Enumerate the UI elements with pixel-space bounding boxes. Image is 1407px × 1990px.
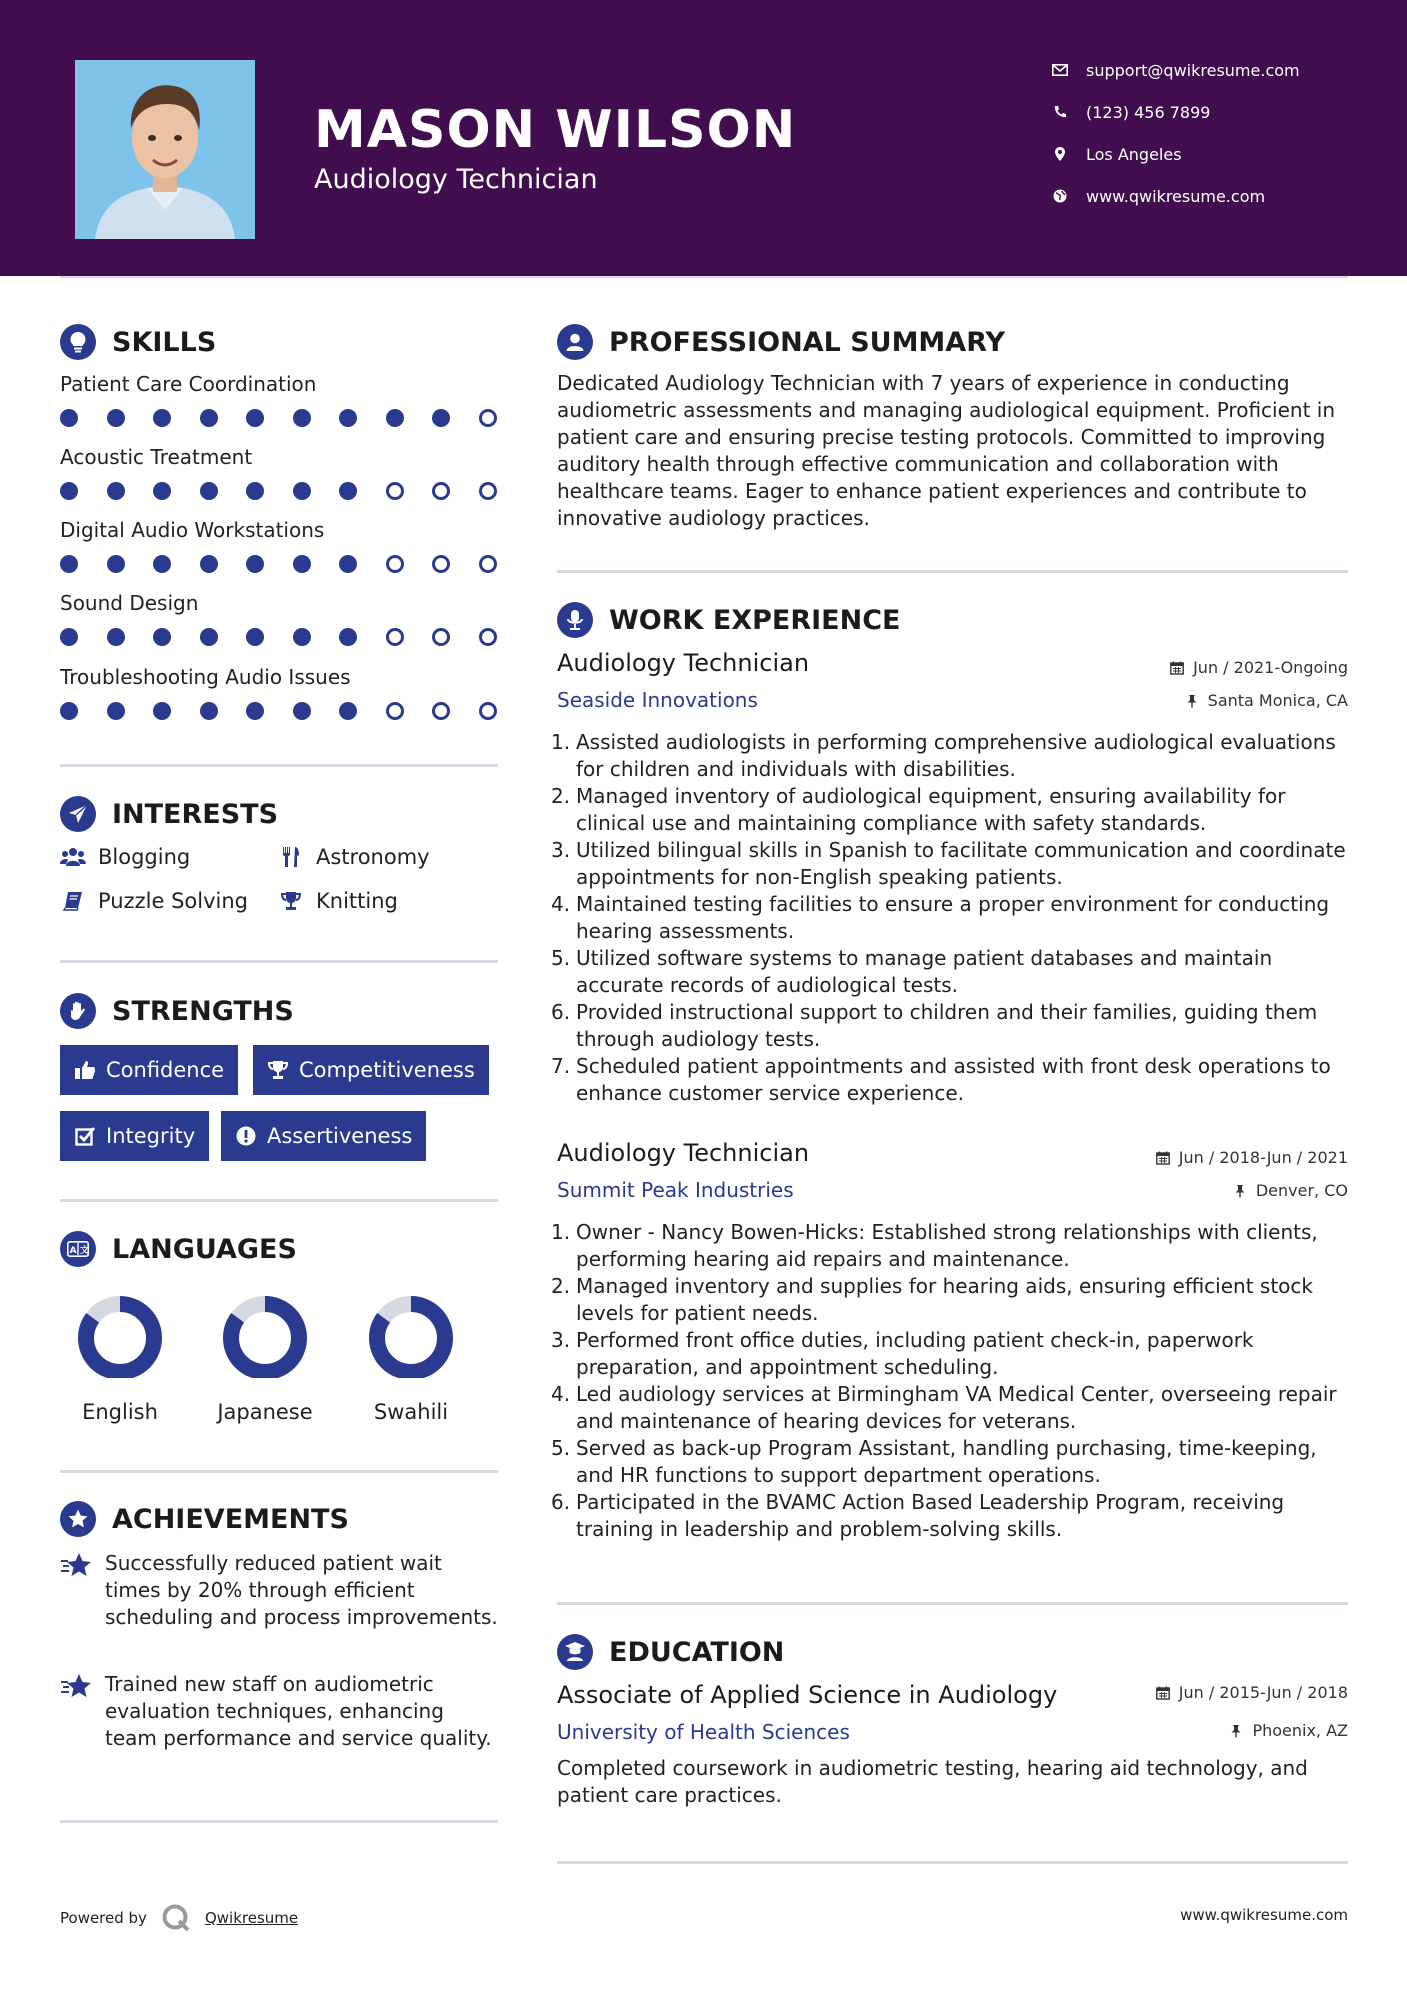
skill-dot — [107, 628, 125, 646]
section-divider — [557, 1861, 1348, 1864]
skill-dot — [60, 555, 78, 573]
job-duty-text: Led audiology services at Birmingham VA Medical Center, overseeing repair and maintenance of hearing devices for veterans. — [576, 1382, 1337, 1433]
job-duty: 6. Participated in the BVAMC Action Based Leadership Program, receiving training in leadership and problem-solving skills. — [551, 1490, 1285, 1541]
language-name: English — [82, 1400, 158, 1424]
skill-dot — [153, 628, 171, 646]
job-duty-text: Participated in the BVAMC Action Based Leadership Program, receiving training in leadership and problem-solving skills. — [576, 1490, 1285, 1541]
interest-label: Puzzle Solving — [98, 889, 248, 913]
skill-dot — [339, 702, 357, 720]
job-company: Seaside Innovations — [557, 688, 758, 712]
thumbs-up-icon — [74, 1059, 96, 1081]
calendar-icon — [1155, 1685, 1171, 1701]
skill-dot — [293, 482, 311, 500]
strength-tag — [60, 1111, 209, 1161]
language-name: Japanese — [217, 1400, 313, 1424]
interest-item — [60, 889, 248, 913]
summary-title: PROFESSIONAL SUMMARY — [609, 326, 1006, 358]
language-meter — [351, 1278, 471, 1382]
section-divider — [60, 764, 498, 767]
job-location — [1184, 691, 1348, 710]
svg-text:A: A — [69, 1246, 77, 1256]
skill-dot — [432, 409, 450, 427]
envelope-icon — [1050, 60, 1070, 80]
job-dates — [1155, 1148, 1348, 1167]
qwikresume-link[interactable]: Qwikresume — [204, 1909, 299, 1927]
star-icon — [60, 1552, 94, 1580]
contact-location-text: Los Angeles — [1086, 144, 1182, 164]
skill-dot — [339, 482, 357, 500]
skill-dot — [293, 628, 311, 646]
user-icon — [557, 324, 593, 360]
svg-text:文: 文 — [80, 1246, 89, 1256]
skill-dot — [479, 409, 497, 427]
skills-heading — [60, 324, 216, 360]
skill-dot — [339, 409, 357, 427]
job-role: Audiology Technician — [557, 649, 810, 677]
language-name: Swahili — [373, 1400, 449, 1424]
job-duties — [551, 729, 1352, 1107]
education-school: University of Health Sciences — [557, 1720, 850, 1744]
job-duty-text: Maintained testing facilities to ensure a proper environment for conducting hearing assessments. — [576, 892, 1330, 943]
contact-phone-text: (123) 456 7899 — [1086, 102, 1211, 122]
section-divider — [60, 1470, 498, 1473]
candidate-name: MASON WILSON — [314, 100, 797, 160]
strength-label: Integrity — [106, 1124, 196, 1148]
job-location-text: Denver, CO — [1255, 1181, 1348, 1200]
skill-rating — [60, 627, 500, 647]
skill-dot — [60, 702, 78, 720]
job-duty: 5. Served as back-up Program Assistant, handling purchasing, time-keeping, and HR functions to support department operations. — [551, 1436, 1317, 1487]
strength-tag — [253, 1045, 489, 1095]
job-location — [1232, 1181, 1348, 1200]
skill-name: Digital Audio Workstations — [60, 518, 325, 542]
users-icon — [60, 845, 86, 869]
skill-dot — [153, 555, 171, 573]
job-dates-text: Jun / 2018-Jun / 2021 — [1178, 1148, 1348, 1167]
skill-dot — [293, 555, 311, 573]
education-dates-text: Jun / 2015-Jun / 2018 — [1178, 1683, 1348, 1702]
education-location-text: Phoenix, AZ — [1252, 1721, 1348, 1740]
section-divider — [60, 1199, 498, 1202]
interest-label: Knitting — [316, 889, 398, 913]
achievements-heading — [60, 1501, 349, 1537]
skill-dot — [246, 555, 264, 573]
skill-dot — [386, 482, 404, 500]
job-duty: 3. Performed front office duties, including patient check-in, paperwork preparation, and appointment scheduling. — [551, 1328, 1254, 1379]
interest-item — [278, 889, 398, 913]
strength-label: Assertiveness — [267, 1124, 413, 1148]
skill-name: Patient Care Coordination — [60, 372, 317, 396]
skill-dot — [60, 409, 78, 427]
footer-powered-by — [60, 1903, 298, 1933]
skill-dot — [339, 555, 357, 573]
job-company: Summit Peak Industries — [557, 1178, 794, 1202]
strength-label: Competitiveness — [299, 1058, 475, 1082]
skill-dot — [153, 482, 171, 500]
skill-dot — [200, 409, 218, 427]
skill-dot — [432, 628, 450, 646]
skill-dot — [479, 702, 497, 720]
skill-dot — [293, 409, 311, 427]
map-pin-icon — [1050, 144, 1070, 164]
education-dates — [1155, 1683, 1348, 1702]
trophy-icon — [278, 889, 304, 913]
skill-dot — [246, 409, 264, 427]
summary-text: Dedicated Audiology Technician with 7 years of experience in conducting audiometric assessments and managing audiological equipment. Proficient in patient care and ensuring precise testing protocols. Committed to improving auditory health through effective communication and collaboration with healthcare teams. Eager to enhance patient experiences and contribute to innovative audiology practices. — [557, 371, 1336, 530]
job-duty-text: Served as back-up Program Assistant, handling purchasing, time-keeping, and HR functions to support department operations. — [576, 1436, 1317, 1487]
skill-rating — [60, 481, 500, 501]
achievement-text: Successfully reduced patient wait times by 20% through efficient scheduling and process improvements. — [105, 1551, 498, 1629]
job-duty-text: Owner - Nancy Bowen-Hicks: Established strong relationships with clients, performing hearing aid repairs and maintenance. — [576, 1220, 1318, 1271]
skill-dot — [246, 628, 264, 646]
education-degree: Associate of Applied Science in Audiology — [557, 1681, 1058, 1709]
job-duty: 1. Owner - Nancy Bowen-Hicks: Established strong relationships with clients, performing hearing aid repairs and maintenance. — [551, 1220, 1318, 1271]
microphone-icon — [557, 602, 593, 638]
strength-label: Confidence — [106, 1058, 225, 1082]
section-divider — [557, 570, 1348, 573]
job-role: Audiology Technician — [557, 1139, 810, 1167]
achievement-item — [60, 1671, 500, 1752]
skill-name: Acoustic Treatment — [60, 445, 253, 469]
job-duty: 2. Managed inventory of audiological equipment, ensuring availability for clinical use and maintaining compliance with safety standards. — [551, 784, 1286, 835]
language-icon — [60, 1231, 96, 1267]
achievements-title: ACHIEVEMENTS — [112, 1503, 349, 1535]
job-duty: 3. Utilized bilingual skills in Spanish to facilitate communication and coordinate appointments for non-English speaking patients. — [551, 838, 1346, 889]
header-divider — [60, 276, 1348, 278]
skill-dot — [386, 555, 404, 573]
contact-email-text: support@qwikresume.com — [1086, 60, 1300, 80]
skill-dot — [479, 628, 497, 646]
trophy-icon — [267, 1059, 289, 1081]
job-dates-text: Jun / 2021-Ongoing — [1193, 658, 1348, 677]
skill-dot — [432, 482, 450, 500]
experience-heading — [557, 602, 900, 638]
language-meter — [205, 1278, 325, 1382]
experience-title: WORK EXPERIENCE — [609, 604, 901, 636]
interest-label: Astronomy — [316, 845, 430, 869]
graduate-icon — [557, 1634, 593, 1670]
education-description: Completed coursework in audiometric testing, hearing aid technology, and patient care practices. — [557, 1756, 1308, 1807]
job-duty: 1. Assisted audiologists in performing comprehensive audiological evaluations for children and individuals with disabilities. — [551, 730, 1336, 781]
languages-heading — [60, 1231, 297, 1267]
job-location-text: Santa Monica, CA — [1207, 691, 1348, 710]
job-duty-text: Utilized bilingual skills in Spanish to facilitate communication and coordinate appointments for non-English speaking patients. — [576, 838, 1346, 889]
powered-by-text: Powered by — [60, 1909, 147, 1927]
job-dates — [1169, 658, 1348, 677]
candidate-title: Audiology Technician — [314, 164, 598, 195]
calendar-icon — [1169, 660, 1185, 676]
strengths-heading — [60, 993, 294, 1029]
qwikresume-logo-icon — [161, 1903, 191, 1933]
education-title: EDUCATION — [609, 1636, 785, 1668]
job-duty-text: Provided instructional support to children and their families, guiding them through audiology tests. — [576, 1000, 1318, 1051]
interests-title: INTERESTS — [112, 798, 279, 830]
skill-dot — [246, 482, 264, 500]
job-duty-text: Performed front office duties, including patient check-in, paperwork preparation, and appointment scheduling. — [576, 1328, 1254, 1379]
pushpin-icon — [1232, 1183, 1248, 1199]
strength-tag — [221, 1111, 426, 1161]
job-duty-text: Scheduled patient appointments and assisted with front desk operations to enhance customer service experience. — [576, 1054, 1331, 1105]
skill-dot — [107, 482, 125, 500]
contact-website[interactable] — [1050, 183, 1380, 209]
skills-title: SKILLS — [112, 326, 217, 358]
skill-dot — [386, 702, 404, 720]
utensils-icon — [278, 845, 304, 869]
section-divider — [60, 1820, 498, 1823]
skill-dot — [200, 555, 218, 573]
star-badge-icon — [60, 1501, 96, 1537]
skill-dot — [386, 409, 404, 427]
job-duty: 2. Managed inventory and supplies for hearing aids, ensuring efficient stock levels for patient needs. — [551, 1274, 1313, 1325]
star-icon — [60, 1673, 94, 1701]
job-duty-text: Managed inventory of audiological equipment, ensuring availability for clinical use and maintaining compliance with safety standards. — [576, 784, 1286, 835]
pushpin-icon — [1184, 693, 1200, 709]
strength-tag — [60, 1045, 238, 1095]
section-divider — [557, 1602, 1348, 1605]
language-meter — [60, 1278, 180, 1382]
job-duty: 7. Scheduled patient appointments and assisted with front desk operations to enhance customer service experience. — [551, 1054, 1331, 1105]
resume-header — [0, 0, 1407, 276]
section-divider — [60, 960, 498, 963]
contact-website-text: www.qwikresume.com — [1086, 186, 1266, 206]
check-square-icon — [74, 1125, 96, 1147]
interest-label: Blogging — [98, 845, 191, 869]
paper-plane-icon — [60, 796, 96, 832]
skill-dot — [200, 628, 218, 646]
skill-dot — [107, 702, 125, 720]
hand-icon — [60, 993, 96, 1029]
job-duty: 4. Led audiology services at Birmingham VA Medical Center, overseeing repair and maintenance of hearing devices for veterans. — [551, 1382, 1337, 1433]
interest-item — [60, 845, 190, 869]
skill-dot — [293, 702, 311, 720]
job-duty: 6. Provided instructional support to children and their families, guiding them through audiology tests. — [551, 1000, 1318, 1051]
contact-email[interactable] — [1050, 57, 1380, 83]
job-duties — [551, 1219, 1352, 1543]
skill-dot — [479, 482, 497, 500]
education-location — [1228, 1721, 1348, 1740]
contact-phone[interactable] — [1050, 99, 1380, 125]
calendar-icon — [1155, 1150, 1171, 1166]
skill-rating — [60, 408, 500, 428]
job-duty: 5. Utilized software systems to manage patient databases and maintain accurate records of audiological tests. — [551, 946, 1273, 997]
contact-location — [1050, 141, 1380, 167]
skill-dot — [200, 702, 218, 720]
skill-dot — [339, 628, 357, 646]
achievement-item — [60, 1550, 500, 1631]
lightbulb-icon — [60, 324, 96, 360]
book-icon — [60, 889, 86, 913]
education-heading — [557, 1634, 784, 1670]
skill-dot — [386, 628, 404, 646]
skill-dot — [60, 482, 78, 500]
profile-photo — [75, 60, 255, 239]
phone-icon — [1050, 102, 1070, 122]
job-duty-text: Managed inventory and supplies for hearing aids, ensuring efficient stock levels for patient needs. — [576, 1274, 1313, 1325]
job-duty-text: Assisted audiologists in performing comprehensive audiological evaluations for children and individuals with disabilities. — [576, 730, 1336, 781]
skill-dot — [246, 702, 264, 720]
job-duty-text: Utilized software systems to manage patient databases and maintain accurate records of audiological tests. — [576, 946, 1273, 997]
skill-dot — [107, 409, 125, 427]
skill-dot — [479, 555, 497, 573]
skill-dot — [200, 482, 218, 500]
languages-title: LANGUAGES — [112, 1233, 297, 1265]
skill-name: Troubleshooting Audio Issues — [60, 665, 351, 689]
skill-dot — [153, 702, 171, 720]
skill-rating — [60, 701, 500, 721]
achievement-text: Trained new staff on audiometric evaluation techniques, enhancing team performance and service quality. — [105, 1672, 492, 1750]
job-duty: 4. Maintained testing facilities to ensure a proper environment for conducting hearing assessments. — [551, 892, 1330, 943]
skill-name: Sound Design — [60, 591, 199, 615]
interests-heading — [60, 796, 278, 832]
globe-icon — [1050, 186, 1070, 206]
exclamation-circle-icon — [235, 1125, 257, 1147]
strengths-title: STRENGTHS — [112, 995, 294, 1027]
skill-dot — [432, 555, 450, 573]
pushpin-icon — [1228, 1723, 1244, 1739]
skill-rating — [60, 554, 500, 574]
skill-dot — [153, 409, 171, 427]
summary-heading — [557, 324, 1005, 360]
skill-dot — [432, 702, 450, 720]
footer-url[interactable]: www.qwikresume.com — [1180, 1906, 1348, 1924]
interest-item — [278, 845, 430, 869]
skill-dot — [107, 555, 125, 573]
skill-dot — [60, 628, 78, 646]
